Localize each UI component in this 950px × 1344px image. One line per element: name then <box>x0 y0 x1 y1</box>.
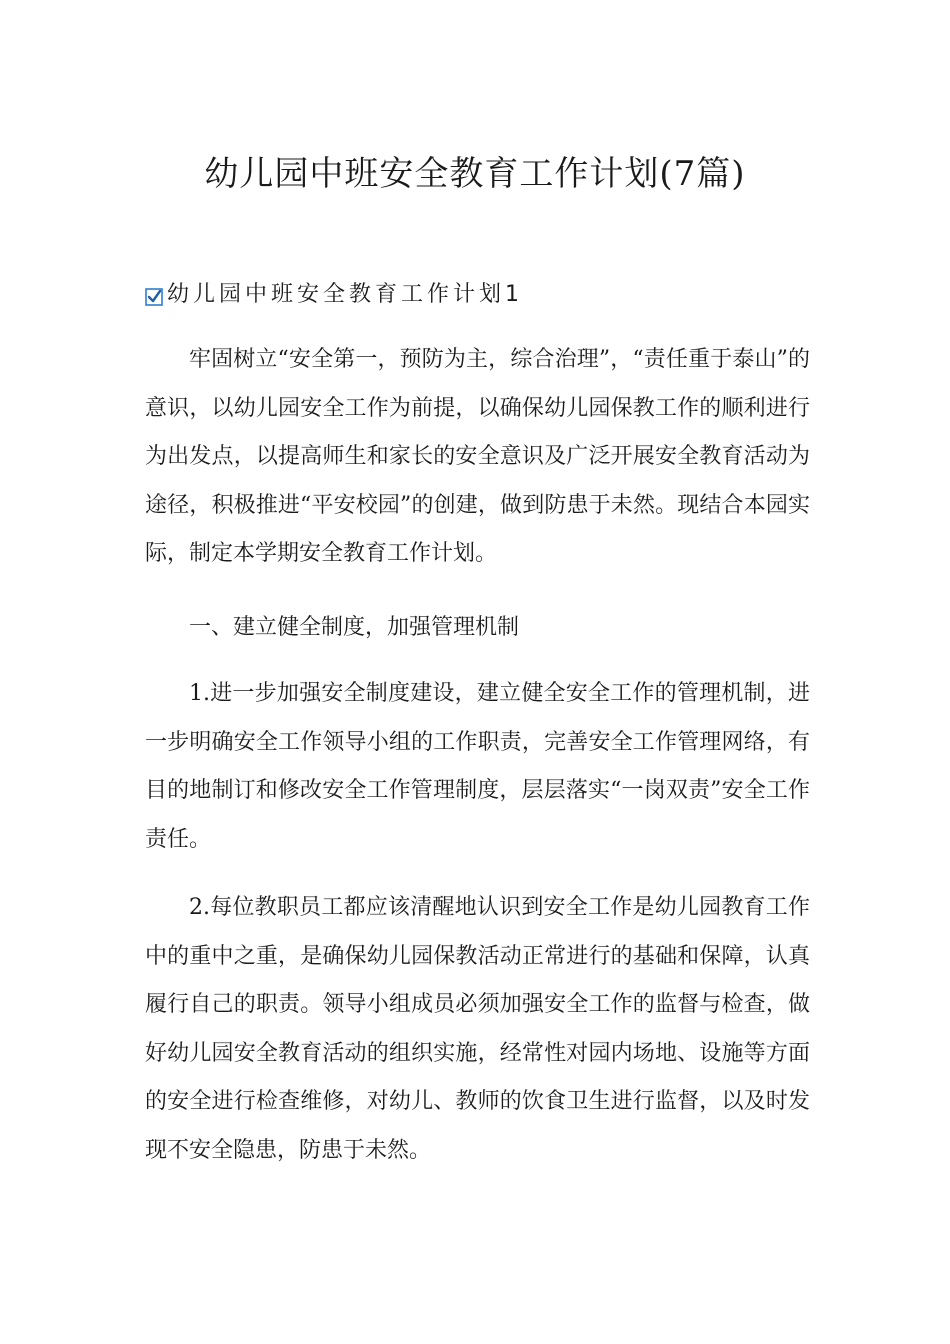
paragraph-intro: 牢固树立“安全第一，预防为主，综合治理”，“责任重于泰山”的意识，以幼儿园安全工作为前提，以确保幼儿园保教工作的顺利进行为出发点，以提高师生和家长的安全意识及广泛开展安全教育活动为途径，积极推进“平安校园”的创建，做到防患于未然。现结合本园实际，制定本学期安全教育工作计划。 <box>145 347 810 566</box>
paragraph-item-2: 2.每位教职员工都应该清醒地认识到安全工作是幼儿园教育工作中的重中之重，是确保幼儿园保教活动正常进行的基础和保障，认真履行自己的职责。领导小组成员必须加强安全工作的监督与检查，做好幼儿园安全教育活动的组织实施，经常性对园内场地、设施等方面的安全进行检查维修，对幼儿、教师的饮食卫生进行监督，以及时发现不安全隐患，防患于未然。 <box>145 895 810 1163</box>
subheading-system: 一、建立健全制度，加强管理机制 <box>189 615 520 640</box>
section-heading-text: 幼儿园中班安全教育工作计划1 <box>167 281 523 307</box>
section-heading <box>145 272 523 312</box>
paragraph-item-1: 1.进一步加强安全制度建设，建立健全安全工作的管理机制，进一步明确安全工作领导小组的工作职责，完善安全工作管理网络，有目的地制订和修改安全工作管理制度，层层落实“一岗双责”安全工作责任。 <box>145 681 810 852</box>
checkbox-icon <box>145 288 163 306</box>
document-title: 幼儿园中班安全教育工作计划(7篇) <box>204 154 746 194</box>
